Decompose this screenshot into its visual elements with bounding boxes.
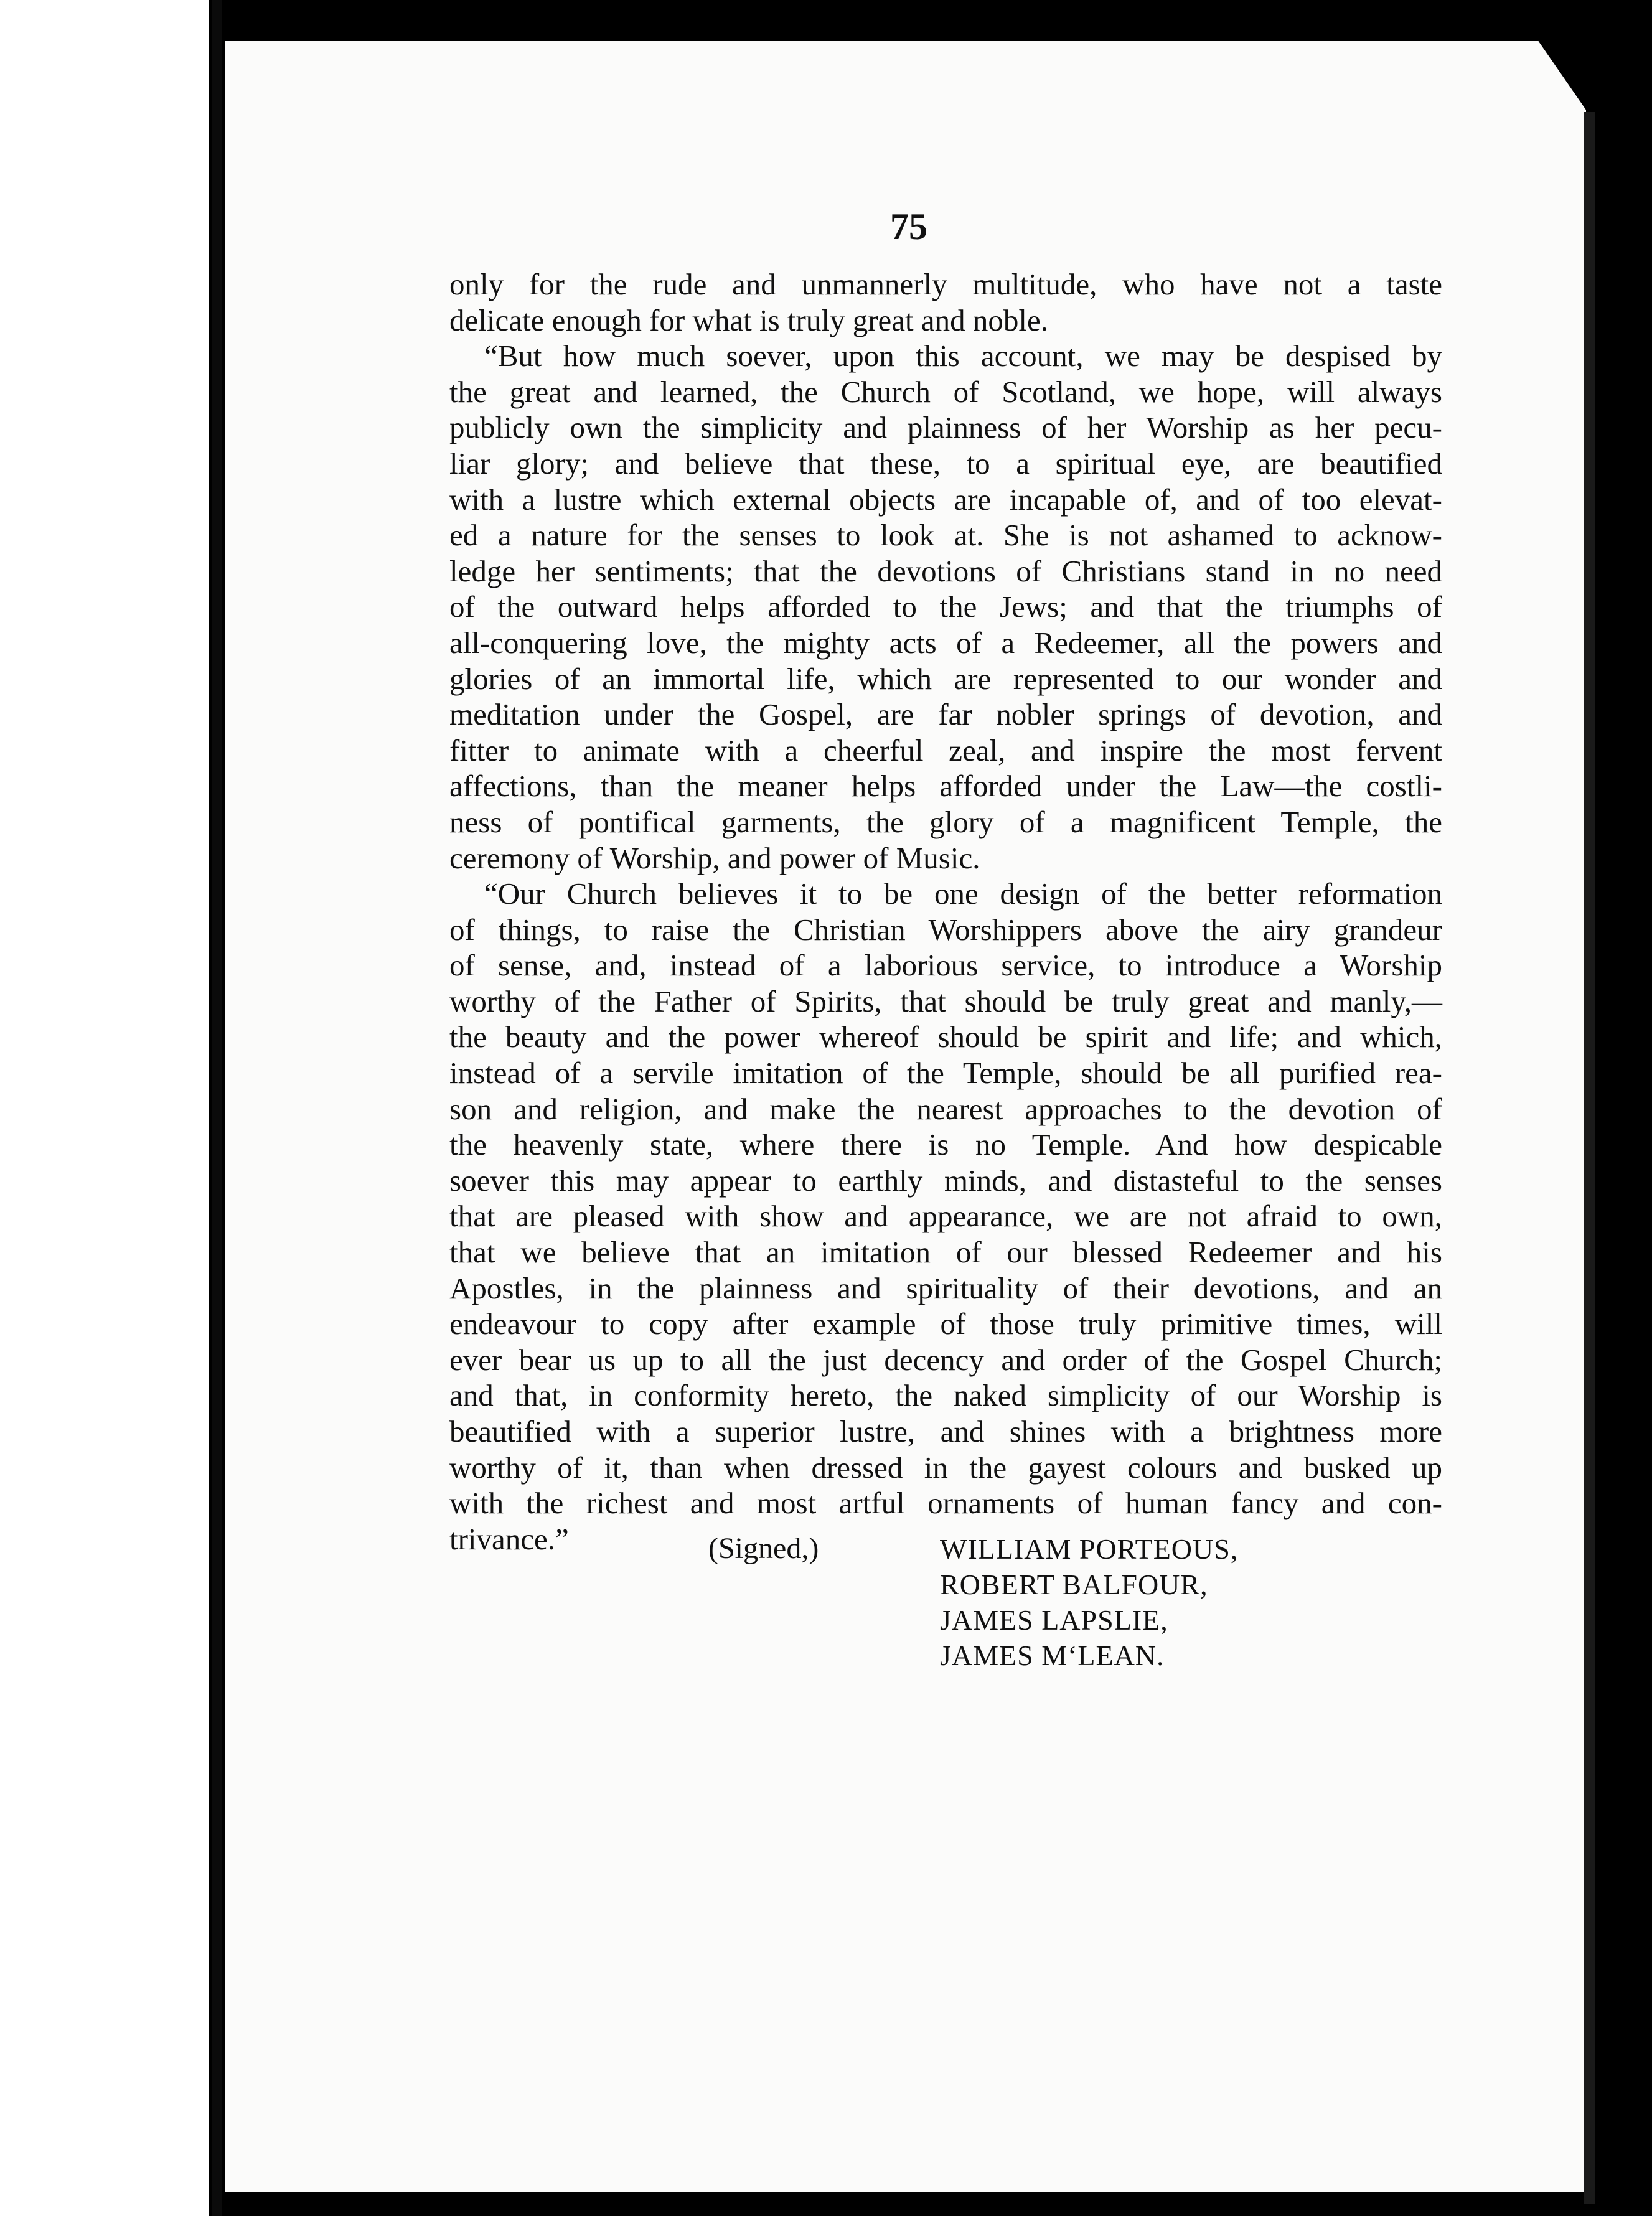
page-edge <box>1584 112 1595 2204</box>
text-line: worthy of it, than when dressed in the gayest colours and busked up <box>449 1450 1442 1485</box>
text-line: fitter to animate with a cheerful zeal, and inspire the most fervent <box>449 733 1442 768</box>
text-line: publicly own the simplicity and plainness of her Worship as her pecu- <box>449 410 1442 445</box>
facing-page-margin <box>0 0 209 2216</box>
text-line: only for the rude and unmannerly multitude, who have not a taste <box>449 267 1442 301</box>
signatory-name: JAMES M‘LEAN. <box>940 1640 1165 1671</box>
text-line: and that, in conformity hereto, the naked simplicity of our Worship is <box>449 1378 1442 1413</box>
text-line: of sense, and, instead of a laborious service, to introduce a Worship <box>449 948 1442 983</box>
text-line: beautified with a superior lustre, and shines with a brightness more <box>449 1414 1442 1448</box>
text-line: “Our Church believes it to be one design of the better reformation <box>484 876 1442 911</box>
text-line: worthy of the Father of Spirits, that should be truly great and manly,— <box>449 984 1442 1018</box>
text-line: ness of pontifical garments, the glory of a magnificent Temple, the <box>449 804 1442 839</box>
text-line: endeavour to copy after example of those truly primitive times, will <box>449 1307 1442 1341</box>
text-line: ever bear us up to all the just decency and order of the Gospel Church; <box>449 1342 1442 1377</box>
text-line: instead of a servile imitation of the Temple, should be all purified rea- <box>449 1056 1442 1091</box>
text-line: affections, than the meaner helps afforded under the Law—the costli- <box>449 769 1442 804</box>
text-line: Apostles, in the plainness and spirituality of their devotions, and an <box>449 1270 1442 1305</box>
signatory-name: JAMES LAPSLIE, <box>940 1604 1168 1636</box>
text-line: that are pleased with show and appearance, we are not afraid to own, <box>449 1199 1442 1234</box>
signatory-name: WILLIAM PORTEOUS, <box>940 1533 1239 1565</box>
text-line: the heavenly state, where there is no Temple. And how despicable <box>449 1127 1442 1162</box>
text-line: with the richest and most artful ornaments of human fancy and con- <box>449 1486 1442 1521</box>
text-line: the beauty and the power whereof should be spirit and life; and which, <box>449 1020 1442 1054</box>
text-line: son and religion, and make the nearest approaches to the devotion of <box>449 1091 1442 1126</box>
text-line: the great and learned, the Church of Scotland, we hope, will always <box>449 374 1442 409</box>
signed-label: (Signed,) <box>708 1532 819 1565</box>
text-line: of things, to raise the Christian Worshippers above the airy grandeur <box>449 912 1442 947</box>
text-line: liar glory; and believe that these, to a spiritual eye, are beautified <box>449 446 1442 481</box>
text-line: ed a nature for the senses to look at. She is not ashamed to acknow- <box>449 518 1442 553</box>
signatory-list <box>940 1531 1238 1673</box>
text-line: of the outward helps afforded to the Jews; and that the triumphs of <box>449 589 1442 624</box>
body-text <box>449 266 1442 1557</box>
book-gutter <box>212 0 222 2216</box>
text-line: all-conquering love, the mighty acts of a Redeemer, all the powers and <box>449 625 1442 660</box>
signatory-name: ROBERT BALFOUR, <box>940 1569 1208 1600</box>
text-line: that we believe that an imitation of our blessed Redeemer and his <box>449 1235 1442 1270</box>
text-line: ledge her sentiments; that the devotions of Christians stand in no need <box>449 553 1442 588</box>
text-line: “But how much soever, upon this account, we may be despised by <box>484 339 1442 373</box>
page-number: 75 <box>890 206 927 247</box>
text-line: glories of an immortal life, which are represented to our wonder and <box>449 661 1442 696</box>
text-line: ceremony of Worship, and power of Music. <box>449 840 980 875</box>
text-line: with a lustre which external objects are incapable of, and of too elevat- <box>449 482 1442 517</box>
text-line: trivance.” <box>449 1521 569 1556</box>
text-line: soever this may appear to earthly minds, and distasteful to the senses <box>449 1163 1442 1198</box>
text-line: meditation under the Gospel, are far nobler springs of devotion, and <box>449 697 1442 732</box>
text-line: delicate enough for what is truly great and noble. <box>449 303 1048 337</box>
